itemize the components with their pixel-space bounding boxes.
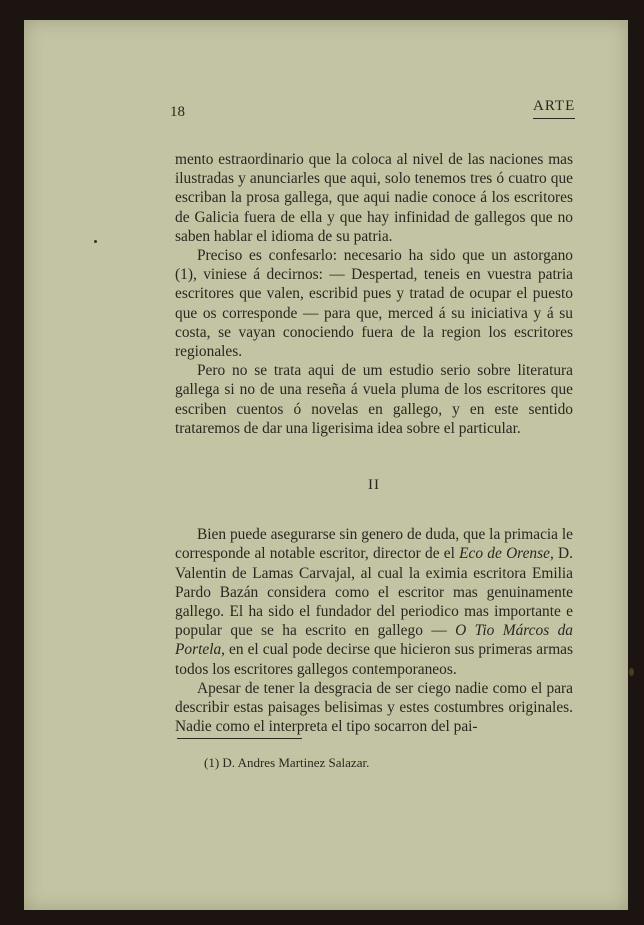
running-title: ARTE bbox=[533, 98, 575, 119]
running-head bbox=[0, 88, 644, 118]
paragraph-1: mento estraordinario que la coloca al nivel de las naciones mas ilustradas y anunciarles que aqui, solo tenemos tres ó cuatro que escriban la prosa gallega, que aqui nadie conoce á los escritores de Galicia fuera de ella y que hay infinidad de gallegos que no saben hablar el idioma de su patria. bbox=[175, 151, 573, 245]
page-number: 18 bbox=[170, 104, 185, 120]
paragraph-4-part-a: Bien puede asegurarse sin genero de duda, que la primacia le corresponde al notable escritor, director de el bbox=[175, 526, 573, 563]
periodical-title-eco: Eco de Orense bbox=[459, 545, 550, 563]
section-number: II bbox=[368, 477, 380, 494]
footnote: (1) D. Andres Martinez Salazar. bbox=[204, 755, 370, 770]
footnote-rule bbox=[177, 738, 302, 739]
paragraph-4 bbox=[175, 525, 573, 679]
paragraph-3: Pero no se trata aqui de um estudio serio sobre literatura gallega si no de una reseña á vuela pluma de los escritores que escriben cuentos ó novelas en gallego, y en este sentido trataremos de dar una ligerisima idea sobre el particular. bbox=[175, 362, 573, 437]
paragraph-5: Apesar de tener la desgracia de ser ciego nadie como el para describir estas paisages belisimas y estes costumbres originales. Nadie como el interpreta el tipo socarron del pai- bbox=[175, 679, 573, 736]
paragraph-4-part-c: , en el cual pode decirse que hicieron sus primeras armas todos los escritores gallegos contemporaneos. bbox=[175, 641, 573, 678]
ink-speck bbox=[94, 240, 97, 243]
paragraph-4-part-b: , D. Valentin de Lamas Carvajal, al cual la eximia escritora Emilia Pardo Bazán considera como el escritor mas genuinamente gallego. El ha sido el fundador del periodico mas importante e popular que se ha escrito en gallego — bbox=[175, 545, 573, 640]
periodical-title-tio-marcos: O Tio Márcos da Portela bbox=[175, 622, 573, 659]
paragraph-2: Preciso es confesarlo: necesario ha sido que un astorgano (1), viniese á decirnos: — Despertad, teneis en vuestra patria escritores que valen, escribid pues y tratad de ocupar el puesto que os corresponde — para que, merced á su iniciativa y á su costa, se vayan conociendo fuera de la region los escritores regionales. bbox=[175, 247, 573, 361]
ink-speck bbox=[629, 668, 634, 676]
body-text bbox=[175, 150, 573, 736]
